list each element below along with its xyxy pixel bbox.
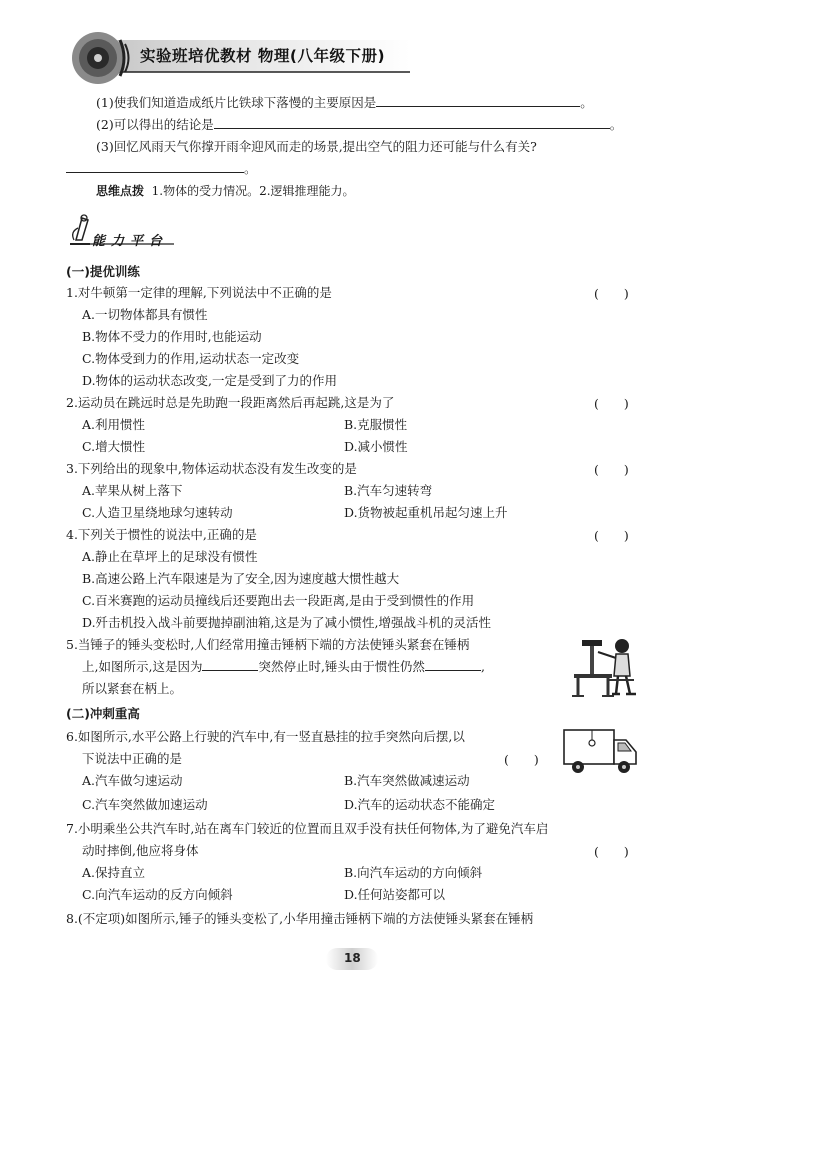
q7-answer-paren[interactable]: ( ) [594,844,629,859]
intro-q2-end: 。 [609,117,623,132]
intro-q2-blank[interactable] [214,116,610,129]
hammer-person-illustration [568,630,640,702]
q8-line1: 8.(不定项)如图所示,锤子的锤头变松了,小华用撞击锤柄下端的方法使锤头紧套在锤柄 [66,911,534,926]
q5-blank-2[interactable] [425,658,481,671]
page-number: 18 [344,951,361,965]
q2-option-c: C.增大惯性 [82,439,146,454]
q2-option-d: D.减小惯性 [344,439,408,454]
q6-option-d: D.汽车的运动状态不能确定 [344,797,496,812]
q2-stem: 2.运动员在跳远时总是先助跑一段距离然后再起跳,这是为了 [66,395,395,410]
q1-option-c: C.物体受到力的作用,运动状态一定改变 [82,351,300,366]
intro-q1-end: 。 [580,95,593,110]
intro-q1-blank[interactable] [376,94,580,107]
q3-option-a: A.苹果从树上落下 [82,483,183,498]
q2-option-a: A.利用惯性 [82,417,146,432]
q7-option-b: B.向汽车运动的方向倾斜 [344,865,483,880]
q6-line2: 下说法中正确的是 [82,751,183,766]
section-2-label: (二)冲刺重高 [66,706,140,721]
intro-q1 [96,94,593,112]
intro-q3: (3)回忆风雨天气你撑开雨伞迎风而走的场景,提出空气的阻力还可能与什么有关? [96,139,537,154]
q7-option-a: A.保持直立 [82,865,146,880]
q3-stem: 3.下列给出的现象中,物体运动状态没有发生改变的是 [66,461,357,476]
q6-option-b: B.汽车突然做减速运动 [344,773,470,788]
q6-option-c: C.汽车突然做加速运动 [82,797,208,812]
q6-answer-paren[interactable]: ( ) [504,752,539,767]
disc-icon [66,26,130,90]
q2-answer-paren[interactable]: ( ) [594,396,629,411]
intro-q3-blank[interactable] [66,160,244,173]
q1-stem: 1.对牛顿第一定律的理解,下列说法中不正确的是 [66,285,332,300]
q5-line2 [82,658,485,676]
q4-option-b: B.高速公路上汽车限速是为了安全,因为速度越大惯性越大 [82,571,400,586]
q5-line1: 5.当锤子的锤头变松时,人们经常用撞击锤柄下端的方法使锤头紧套在锤柄 [66,637,470,652]
q5-line2-part1: 上,如图所示,这是因为 [82,659,203,674]
truck-illustration [560,726,640,776]
intro-q2 [96,116,622,134]
q1-option-d: D.物体的运动状态改变,一定是受到了力的作用 [82,373,338,388]
tips-text: 1.物体的受力情况。2.逻辑推理能力。 [151,184,355,198]
q4-option-c: C.百米赛跑的运动员撞线后还要跑出去一段距离,是由于受到惯性的作用 [82,593,475,608]
q5-line2-part2: 突然停止时,锤头由于惯性仍然 [258,659,425,674]
thinking-tips [96,182,355,200]
q1-option-b: B.物体不受力的作用时,也能运动 [82,329,262,344]
section-1-label: (一)提优训练 [66,264,140,279]
q2-option-b: B.克服惯性 [344,417,408,432]
intro-q3-answer [66,160,257,178]
q4-option-a: A.静止在草坪上的足球没有惯性 [82,549,258,564]
q4-stem: 4.下列关于惯性的说法中,正确的是 [66,527,257,542]
q4-answer-paren[interactable]: ( ) [594,528,629,543]
q1-option-a: A.一切物体都具有惯性 [82,307,208,322]
q5-line3: 所以紧套在柄上。 [82,681,183,696]
q7-option-c: C.向汽车运动的反方向倾斜 [82,887,233,902]
q5-line2-part3: , [480,659,485,674]
q5-blank-1[interactable] [202,658,258,671]
q6-line1: 6.如图所示,水平公路上行驶的汽车中,有一竖直悬挂的拉手突然向后摆,以 [66,729,465,744]
q7-line2: 动时摔倒,他应将身体 [82,843,199,858]
q6-option-a: A.汽车做匀速运动 [82,773,183,788]
q3-option-c: C.人造卫星绕地球匀速转动 [82,505,233,520]
intro-q1-text: (1)使我们知道造成纸片比铁球下落慢的主要原因是 [96,95,377,110]
platform-title: 能力平台 [92,234,169,249]
q7-option-d: D.任何站姿都可以 [344,887,446,902]
q3-option-d: D.货物被起重机吊起匀速上升 [344,505,508,520]
intro-q2-text: (2)可以得出的结论是 [96,117,214,132]
q3-option-b: B.汽车匀速转弯 [344,483,433,498]
q4-option-d: D.歼击机投入战斗前要抛掉副油箱,这是为了减小惯性,增强战斗机的灵活性 [82,615,491,630]
q3-answer-paren[interactable]: ( ) [594,462,629,477]
intro-q3-end: 。 [244,161,257,176]
q7-line1: 7.小明乘坐公共汽车时,站在离车门较近的位置而且双手没有扶任何物体,为了避免汽车启 [66,821,549,836]
header-title: 实验班培优教材 物理(八年级下册) [140,47,386,65]
tips-label: 思维点拨 [96,184,145,198]
q1-answer-paren[interactable]: ( ) [594,286,629,301]
